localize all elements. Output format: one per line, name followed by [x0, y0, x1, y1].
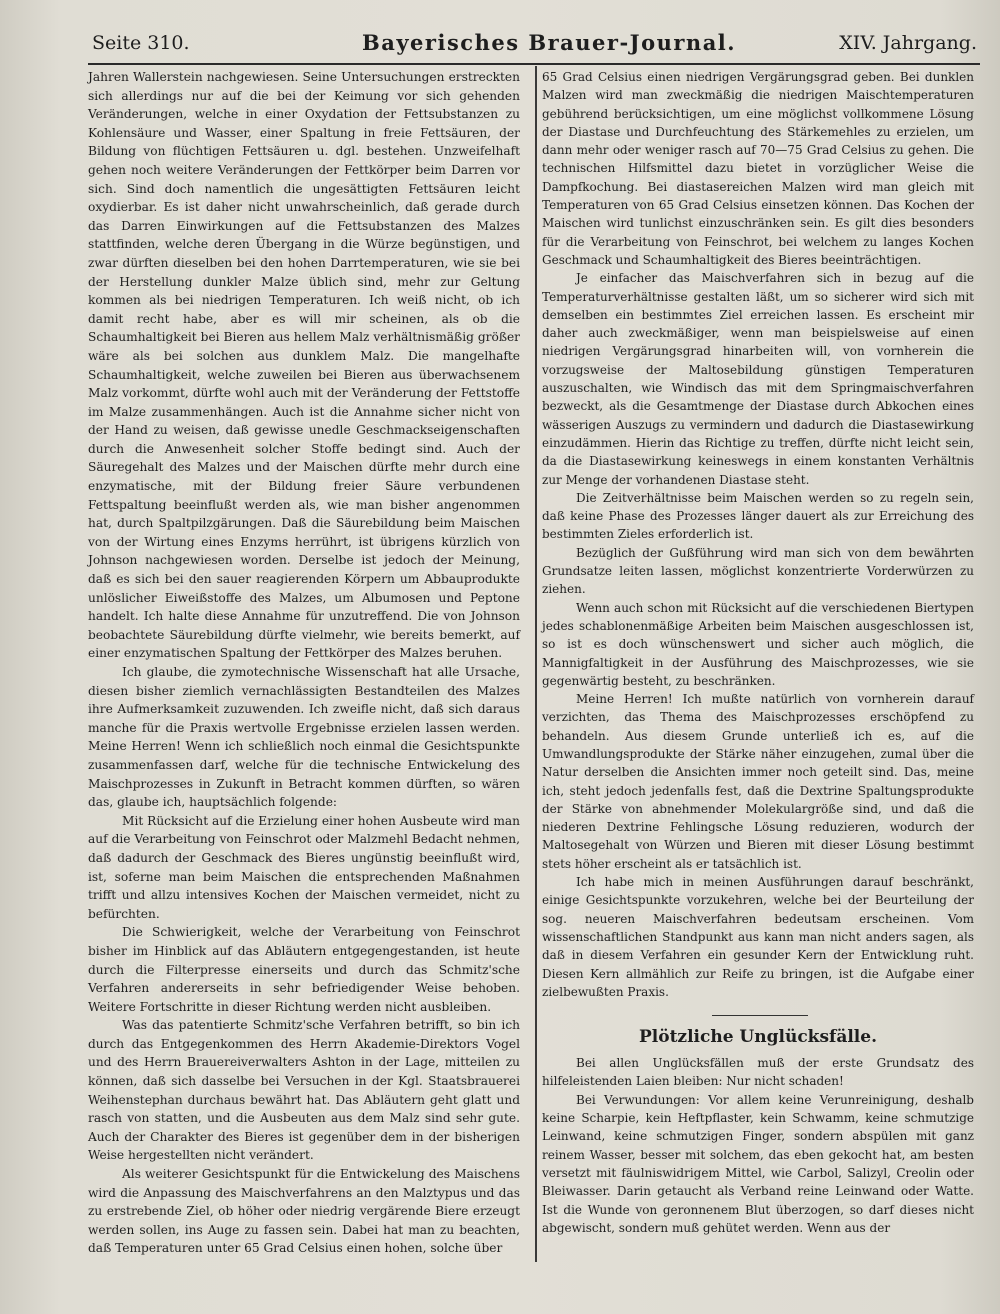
paragraph: 65 Grad Celsius einen niedrigen Vergärungsgrad geben. Bei dunklen Malzen wird man zweckmäßig die niedrigen Maischtemperaturen gebührend berücksichtigen, um eine möglichst vollkommene Lösung der Diastase und Durchfeuchtung des Stärkemehles zu erzielen, um dann mehr oder weniger rasch auf 70—75 Grad Celsius zu gehen. Die technischen Hilfsmittel dazu bietet in vorzüglicher Weise die Dampfkochung. Bei diastasereichen Malzen wird man gleich mit Temperaturen von 65 Grad Celsius einsetzen können. Das Kochen der Maischen wird tunlichst einzuschränken sein. Es gilt dies besonders für die Verarbeitung von Feinschrot, bei welchem zu langes Kochen Geschmack und Schaumhaltigkeit des Bieres beeinträchtigen. — [542, 70, 974, 267]
section-separator — [712, 1015, 808, 1016]
paragraph: Bezüglich der Gußführung wird man sich von dem bewährten Grundsatze leiten lassen, möglichst konzentrierte Vorderwürzen zu ziehen. — [542, 545, 974, 597]
right-column — [542, 68, 974, 1237]
paragraph: Bei allen Unglücksfällen muß der erste Grundsatz des hilfeleistenden Laien bleiben: Nur nicht schaden! — [542, 1056, 974, 1089]
journal-title: Bayerisches Brauer-Journal. — [362, 30, 737, 55]
section-heading: Plötzliche Unglücksfälle. — [638, 1027, 878, 1048]
left-column — [88, 68, 520, 1258]
paragraph: Ich habe mich in meinen Ausführungen darauf beschränkt, einige Gesichtspunkte vorzukehren, welche bei der Beurteilung der sog. neueren Maischverfahren bedeutsam erscheinen. Vom wissenschaftlichen Standpunkt aus kann man nicht anders sagen, als daß in diesem Verfahren ein gesunder Kern der Entwicklung ruht. Diesen Kern allmählich zur Reife zu bringen, ist die Aufgabe einer zielbewußten Praxis. — [542, 875, 974, 999]
page-number: Seite 310. — [92, 32, 190, 54]
paragraph: Als weiterer Gesichtspunkt für die Entwickelung des Maischens wird die Anpassung des Maischverfahrens an den Malztypus und das zu erstrebende Ziel, ob höher oder niedrig vergärende Biere erzeugt werden sollen, ins Auge zu fassen sein. Dabei hat man zu beachten, daß Temperaturen unter 65 Grad Celsius einen hohen, solche über — [88, 1167, 520, 1256]
header-rule — [88, 63, 980, 65]
volume-label: XIV. Jahrgang. — [839, 32, 977, 54]
paragraph: Mit Rücksicht auf die Erzielung einer hohen Ausbeute wird man auf die Verarbeitung von Feinschrot oder Malzmehl Bedacht nehmen, daß dadurch der Geschmack des Bieres ungünstig beeinflußt wird, ist, soferne man beim Maischen die entsprechenden Maßnahmen trifft und allzu intensives Kochen der Maischen vermeidet, nicht zu befürchten. — [88, 813, 520, 921]
paragraph: Jahren Wallerstein nachgewiesen. Seine Untersuchungen erstreckten sich allerdings nur auf die bei der Keimung vor sich gehenden Veränderungen, welche in einer Oxydation der Fettsubstanzen zu Kohlensäure und Wasser, einer Spaltung in freie Fettsäuren, der Bildung von flüchtigen Fettsäuren u. dgl. bestehen. Unzweifelhaft gehen noch weitere Veränderungen der Fettkörper beim Darren vor sich. Sind doch namentlich die ungesättigten Fettsäuren leicht oxydierbar. Es ist daher nicht unwahrscheinlich, daß gerade durch das Darren Einwirkungen auf die Fettsubstanzen des Malzes stattfinden, welche deren Übergang in die Würze begünstigen, und zwar dürften dieselben bei den hohen Darrtemperaturen, wie sie bei der Herstellung dunkler Malze üblich sind, mehr zur Geltung kommen als bei niedrigen Temperaturen. Ich weiß nicht, ob ich damit recht habe, aber es will mir scheinen, als ob die Schaumhaltigkeit bei Bieren aus hellem Malz verhältnismäßig größer wäre als bei solchen aus dunklem Malz. Die mangelhafte Schaumhaltigkeit, welche zuweilen bei Bieren aus überwachsenem Malz vorkommt, dürfte wohl auch mit der Veränderung der Fettstoffe im Malze zusammenhängen. Auch ist die Annahme sicher nicht von der Hand zu weisen, daß gewisse unedle Geschmackseigenschaften durch die Anwesenheit solcher Stoffe bedingt sind. Auch der Säuregehalt des Malzes und der Maischen dürfte mehr durch eine enzymatische, mit der Bildung freier Säure verbundenen Fettspaltung beeinflußt werden als, wie man bisher angenommen hat, durch Spaltpilzgärungen. Daß die Säurebildung beim Maischen von der Wirtung eines Enzyms herrührt, ist übrigens kürzlich von Johnson nachgewiesen worden. Derselbe ist jedoch der Meinung, daß es sich bei den sauer reagierenden Körpern um Abbauprodukte unlöslicher Eiweißstoffe des Malzes, um Albumosen und Peptone handelt. Ich halte diese Annahme für unzutreffend. Die von Johnson beobachtete Säurebildung dürfte vielmehr, wie bereits bemerkt, auf einer enzymatischen Spaltung der Fettkörper des Malzes beruhen. — [88, 70, 520, 661]
paragraph: Meine Herren! Ich mußte natürlich von vornherein darauf verzichten, das Thema des Maischprozesses erschöpfend zu behandeln. Aus diesem Grunde unterließ ich es, auf die Umwandlungsprodukte der Stärke näher einzugehen, zumal über die Natur derselben die Ansichten immer noch geteilt sind. Das, meine ich, steht jedoch jedenfalls fest, daß die Dextrine Spaltungsprodukte der Stärke von abnehmender Molekulargröße sind, und daß die niederen Dextrine Fehlingsche Lösung reduzieren, wodurch der Maltosegehalt von Würzen und Bieren mit dieser Lösung bestimmt stets höher erscheint als er tatsächlich ist. — [542, 692, 974, 871]
paragraph: Wenn auch schon mit Rücksicht auf die verschiedenen Biertypen jedes schablonenmäßige Arbeiten beim Maischen ausgeschlossen ist, so ist es doch wünschenswert und sicher auch möglich, die Mannigfaltigkeit in der Ausführung des Maischprozesses, wie sie gegenwärtig besteht, zu beschränken. — [542, 600, 974, 688]
paragraph: Die Zeitverhältnisse beim Maischen werden so zu regeln sein, daß keine Phase des Prozesses länger dauert als zur Erreichung des bestimmten Zieles erforderlich ist. — [542, 490, 974, 542]
paragraph: Ich glaube, die zymotechnische Wissenschaft hat alle Ursache, diesen bisher ziemlich vernachlässigten Bestandteilen des Malzes ihre Aufmerksamkeit zuzuwenden. Ich zweifle nicht, daß sich daraus manche für die Praxis wertvolle Ergebnisse erzielen lassen werden. Meine Herren! Wenn ich schließlich noch einmal die Gesichtspunkte zusammenfassen darf, welche für die technische Entwickelung des Maischprozesses in Zukunft in Betracht kommen dürften, so wären das, glaube ich, hauptsächlich folgende: — [88, 665, 520, 810]
page-header — [92, 30, 977, 60]
paragraph: Die Schwierigkeit, welche der Verarbeitung von Feinschrot bisher im Hinblick auf das Abläutern entgegengestanden, ist heute durch die Filterpresse einerseits und durch das Schmitz'sche Verfahren andererseits in sehr befriedigender Weise behoben. Weitere Fortschritte in dieser Richtung werden nicht ausbleiben. — [88, 925, 520, 1014]
paragraph: Was das patentierte Schmitz'sche Verfahren betrifft, so bin ich durch das Entgegenkommen des Herrn Akademie-Direktors Vogel und des Herrn Brauereiverwalters Ashton in der Lage, mitteilen zu können, daß sich dasselbe bei Versuchen in der Kgl. Staatsbrauerei Weihenstephan durchaus bewährt hat. Das Abläutern geht glatt und rasch von statten, und die Ausbeuten aus dem Malz sind sehr gute. Auch der Charakter des Bieres ist gegenüber dem in der bisherigen Weise hergestellten nicht verändert. — [88, 1018, 520, 1163]
column-divider — [535, 66, 537, 1262]
paragraph: Je einfacher das Maischverfahren sich in bezug auf die Temperaturverhältnisse gestalten läßt, um so sicherer wird sich mit demselben ein bestimmtes Ziel erreichen lassen. Es erscheint mir daher auch zweckmäßiger, wenn man beispielsweise auf einen niedrigen Vergärungsgrad hinarbeiten will, von vornherein die vorzugsweise der Maltosebildung günstigen Temperaturen auszuschalten, wie Windisch das mit dem Springmaischverfahren bezweckt, als die Gesamtmenge der Diastase durch Abkochen eines wässerigen Auszugs zu vermindern und dadurch die Diastasewirkung einzudämmen. Hierin das Richtige zu treffen, dürfte nicht leicht sein, da die Diastasewirkung keineswegs in einem konstanten Verhältnis zur Menge der vorhandenen Diastase steht. — [542, 271, 974, 487]
paragraph: Bei Verwundungen: Vor allem keine Verunreinigung, deshalb keine Scharpie, kein Heftpflaster, kein Schwamm, keine schmutzige Leinwand, keine schmutzigen Finger, sondern abspülen mit ganz reinem Wasser, besser mit solchem, das eben gekocht hat, am besten versetzt mit fäulniswidrigem Mittel, wie Carbol, Salizyl, Creolin oder Bleiwasser. Darin getaucht als Verband reine Leinwand oder Watte. Ist die Wunde von geronnenem Blut überzogen, so darf dieses nicht abgewischt, sondern muß gehütet werden. Wenn aus der — [542, 1092, 974, 1235]
